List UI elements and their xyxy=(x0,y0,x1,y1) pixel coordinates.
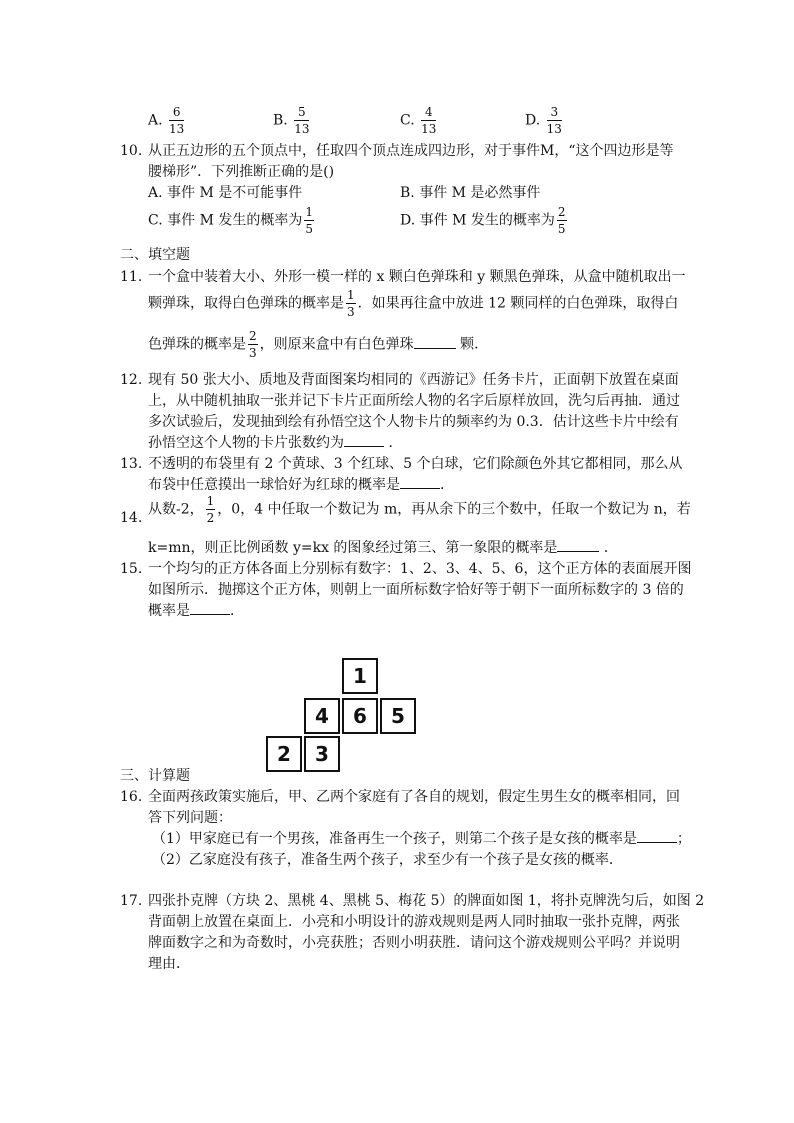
question-text: 色弹珠的概率是 $\frac{2}{3}$ ，则原来盒中有白色弹珠 颗． xyxy=(148,329,489,360)
answer-blank[interactable] xyxy=(400,488,440,489)
option-b: B. 事件 M 是必然事件 xyxy=(400,185,541,201)
question-text: 一个均匀的正方体各面上分别标有数字：1、2、3、4、5、6，这个正方体的表面展开图 xyxy=(148,561,692,577)
net-face: 5 xyxy=(380,698,416,734)
question-text: 腰梯形”．下列推断正确的是() xyxy=(148,164,335,180)
question-text: 颗弹珠，取得白色弹珠的概率是 $\frac{1}{3}$ ．如果再往盒中放进 12 颗同样的白色弹珠，取得白 xyxy=(148,288,679,319)
question-text: 现有 50 张大小、质地及背面图案均相同的《西游记》任务卡片，正面朝下放置在桌面 xyxy=(148,372,679,388)
net-face: 1 xyxy=(342,658,378,694)
question-text: 牌面数字之和为奇数时，小亮获胜；否则小明获胜．请问这个游戏规则公平吗？并说明 xyxy=(148,935,680,951)
question-text: 孙悟空这个人物的卡片张数约为 ． xyxy=(148,435,403,451)
question-number: 10. xyxy=(120,143,143,159)
question-text: 四张扑克牌（方块 2、黑桃 4、黑桃 5、梅花 5）的牌面如图 1，将扑克牌洗匀后，如图 2 xyxy=(148,893,705,909)
option-c: C. 事件 M 发生的概率为 $\frac{1}{5}$ xyxy=(148,205,313,236)
question-text: 从正五边形的五个顶点中，任取四个顶点连成四边形，对于事件M，“这个四边形是等 xyxy=(148,143,674,159)
net-face: 4 xyxy=(304,698,340,734)
question-text: 上，从中随机抽取一张并记下卡片正面所绘人物的名字后原样放回，洗匀后再抽．通过 xyxy=(148,393,680,409)
question-text: 一个盒中装着大小、外形一模一样的 x 颗白色弹珠和 y 颗黑色弹珠，从盒中随机取出一 xyxy=(148,269,686,285)
question-text: 从数-2， $\frac{1}{2}$ ，0，4 中任取一个数记为 m，再从余下的三个数中，任取一个数记为 n，若 xyxy=(148,494,691,525)
net-face: 3 xyxy=(304,736,340,772)
section-heading: 二、填空题 xyxy=(120,247,190,263)
question-text: 背面朝上放置在桌面上．小亮和小明设计的游戏规则是两人同时抽取一张扑克牌，两张 xyxy=(148,914,680,930)
question-number: 11. xyxy=(120,269,143,285)
answer-blank[interactable] xyxy=(190,614,230,615)
question-number: 16. xyxy=(120,789,143,805)
net-face: 6 xyxy=(342,698,378,734)
answer-blank[interactable] xyxy=(414,348,456,349)
option-d: D. 事件 M 发生的概率为 $\frac{2}{5}$ xyxy=(400,205,566,236)
section-heading: 三、计算题 xyxy=(120,768,190,784)
option-c: C. $\frac{4}{13}$ xyxy=(400,105,437,136)
answer-blank[interactable] xyxy=(557,551,599,552)
sub-question: （2）乙家庭没有孩子，准备生两个孩子，求至少有一个孩子是女孩的概率． xyxy=(152,852,623,868)
option-d: D. $\frac{3}{13}$ xyxy=(525,105,562,136)
question-text: 理由． xyxy=(148,956,190,972)
option-a: A. $\frac{6}{13}$ xyxy=(148,105,185,136)
net-face: 2 xyxy=(266,736,302,772)
option-a: A. 事件 M 是不可能事件 xyxy=(148,185,303,201)
question-text: 如图所示．抛掷这个正方体，则朝上一面所标数字恰好等于朝下一面所标数字的 3 倍的 xyxy=(148,582,684,598)
question-text: 全面两孩政策实施后，甲、乙两个家庭有了各自的规划，假定生男生女的概率相同，回 xyxy=(148,789,680,805)
question-number: 13. xyxy=(120,456,143,472)
question-text: 概率是 ． xyxy=(148,603,244,619)
question-text: 答下列问题： xyxy=(148,810,232,826)
question-text: 布袋中任意摸出一球恰好为红球的概率是 ． xyxy=(148,477,454,493)
option-b: B. $\frac{5}{13}$ xyxy=(273,105,310,136)
question-text: 不透明的布袋里有 2 个黄球、3 个红球、5 个白球，它们除颜色外其它都相同，那么从 xyxy=(148,456,683,472)
question-text: k=mn，则正比例函数 y=kx 的图象经过第三、第一象限的概率是 ． xyxy=(148,540,618,556)
question-number: 14. xyxy=(120,510,143,526)
question-number: 12. xyxy=(120,372,143,388)
sub-question: （1）甲家庭已有一个男孩，准备再生一个孩子，则第二个孩子是女孩的概率是 ； xyxy=(152,831,691,847)
question-number: 17. xyxy=(120,893,143,909)
answer-blank[interactable] xyxy=(344,446,384,447)
answer-blank[interactable] xyxy=(637,842,677,843)
question-number: 15. xyxy=(120,561,143,577)
question-text: 多次试验后，发现抽到绘有孙悟空这个人物卡片的频率约为 0.3．估计这些卡片中绘有 xyxy=(148,414,679,430)
